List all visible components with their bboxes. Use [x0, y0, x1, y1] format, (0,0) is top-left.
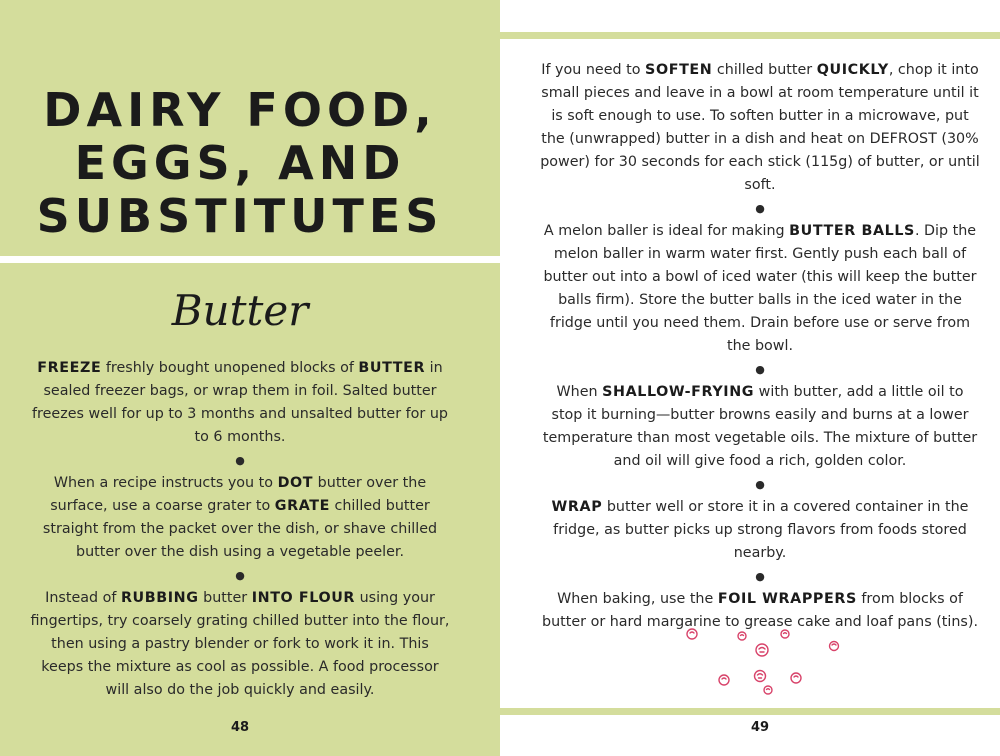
section-heading: Butter	[171, 286, 309, 335]
butter-ball-icon	[687, 629, 697, 639]
butter-ball-icon	[781, 630, 789, 638]
title-divider	[0, 256, 500, 263]
page-number-right: 49	[750, 720, 770, 735]
left-column	[30, 357, 450, 702]
chapter-title: DAIRY FOOD, EGGS, AND SUBSTITUTES	[36, 83, 444, 243]
butter-ball-icon	[719, 675, 729, 685]
page-number-left: 48	[230, 720, 250, 735]
tip-shallow-frying: When SHALLOW-FRYING with butter, add a little oil to stop it burning—butter browns easily and burns at a lower temperature than most vegetable oils. The mixture of butter and oil will give food a rich, golden color.	[542, 384, 978, 469]
bullet-separator: ●	[755, 570, 765, 583]
butter-ball-icon	[756, 644, 768, 656]
butter-ball-icon	[738, 632, 746, 640]
tip-foil-wrappers: When baking, use the FOIL WRAPPERS from blocks of butter or hard margarine to grease cake and loaf pans (tins).	[542, 591, 978, 630]
bullet-separator: ●	[235, 454, 245, 467]
tip-soften: If you need to SOFTEN chilled butter QUICKLY, chop it into small pieces and leave in a bowl at room temperature until it is soft enough to use. To soften butter in a microwave, put the (unwrapped) butter in a dish and heat on DEFROST (30% power) for 30 seconds for each stick (115g) of butter, or until soft.	[540, 62, 980, 193]
butter-ball-icon	[791, 673, 801, 683]
butter-ball-icon	[755, 671, 766, 682]
right-column	[540, 59, 980, 634]
bullet-separator: ●	[755, 202, 765, 215]
bullet-separator: ●	[755, 363, 765, 376]
bullet-separator: ●	[755, 478, 765, 491]
butter-ball-icon	[830, 642, 839, 651]
butter-ball-icon	[764, 686, 772, 694]
butter-balls-illustration	[670, 620, 850, 700]
bottom-green-bar	[500, 708, 1000, 715]
tip-wrap: WRAP butter well or store it in a covered container in the fridge, as butter picks up strong flavors from foods stored nearby.	[551, 499, 969, 561]
top-green-bar	[500, 32, 1000, 39]
tip-rubbing-flour: Instead of RUBBING butter INTO FLOUR using your fingertips, try coarsely grating chilled butter into the flour, then using a pastry blender or fork to work it in. This keeps the mixture as cool as possible. A food processor will also do the job quickly and easily.	[30, 590, 450, 698]
bullet-separator: ●	[235, 569, 245, 582]
tip-butter-balls: A melon baller is ideal for making BUTTER BALLS. Dip the melon baller in warm water first. Gently push each ball of butter out into a bowl of iced water (this will keep the butter balls firm). Store the butter balls in the iced water in the fridge until you need them. Drain before use or serve from the bowl.	[543, 223, 977, 354]
tip-freeze: FREEZE freshly bought unopened blocks of BUTTER in sealed freezer bags, or wrap them in foil. Salted butter freezes well for up to 3 months and unsalted butter for up to 6 months.	[32, 360, 448, 445]
title-block	[0, 0, 500, 256]
tip-dot-grate: When a recipe instructs you to DOT butter over the surface, use a coarse grater to GRATE chilled butter straight from the packet over the dish, or shave chilled butter over the dish using a vegetable peeler.	[42, 475, 438, 560]
